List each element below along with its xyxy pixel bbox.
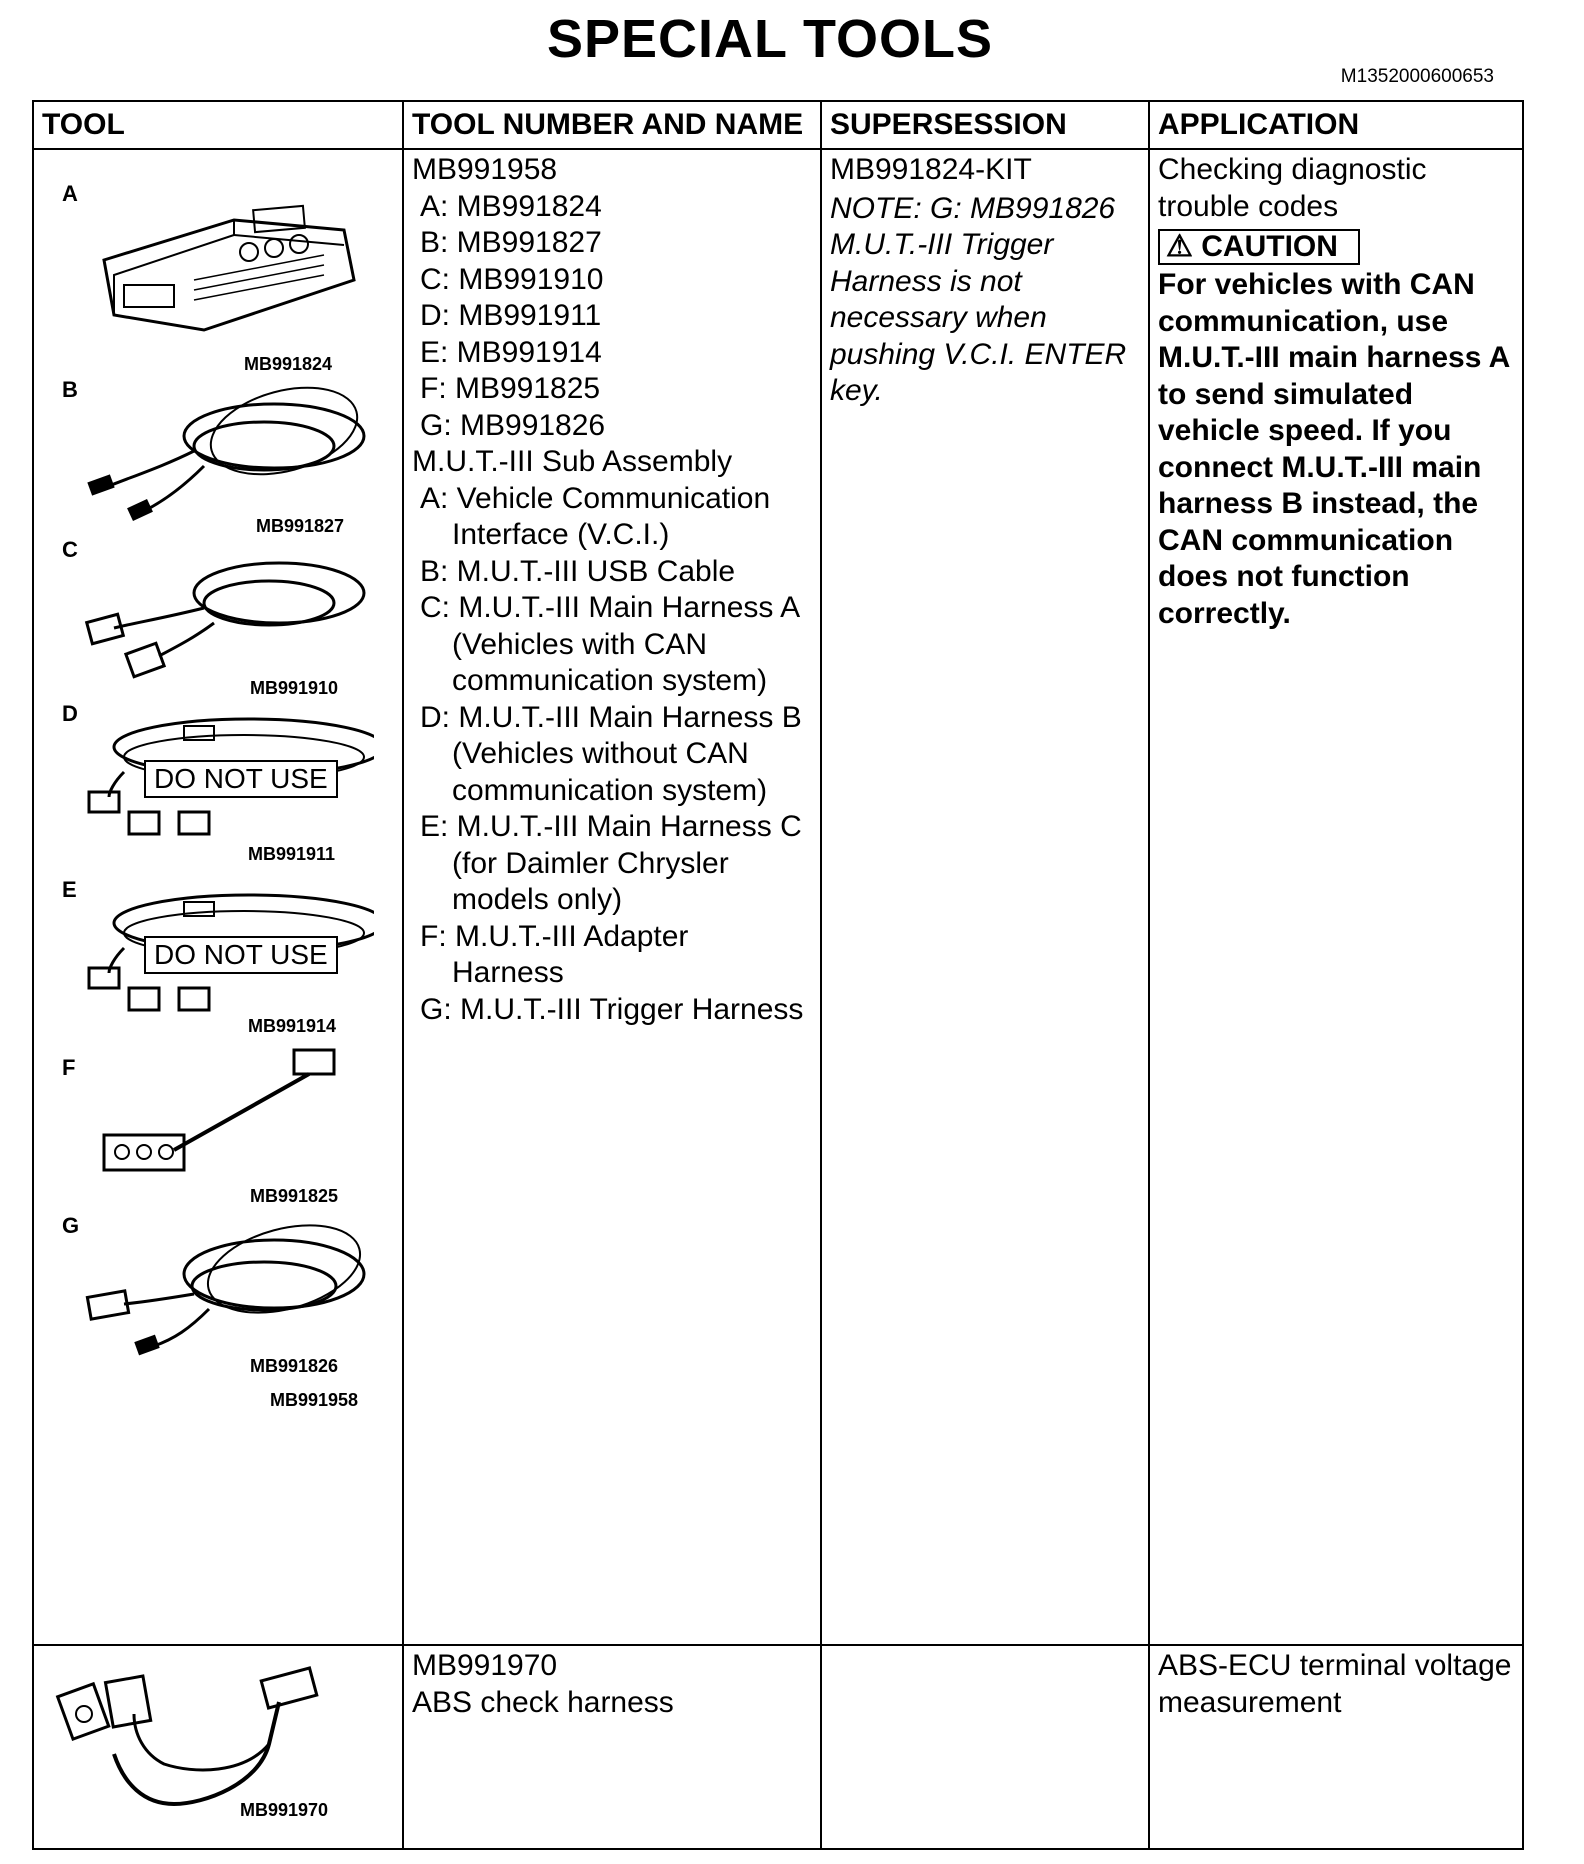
number-line: models only) (452, 883, 623, 916)
number-line: C: M.U.T.-III Main Harness A (420, 591, 801, 624)
special-tools-table (32, 100, 1524, 1850)
number-line: F: M.U.T.-III Adapter (420, 919, 689, 953)
application-cell (1149, 1645, 1523, 1849)
tool-illustrations-cell (33, 149, 403, 1645)
number-line: D: M.U.T.-III Main Harness B (420, 700, 802, 734)
tool-letter: G (62, 1213, 80, 1238)
tool-code: MB991827 (256, 516, 345, 536)
tool-number-and-name-cell (403, 149, 821, 1645)
number-line: E: M.U.T.-III Main Harness C (420, 810, 802, 843)
number-line: (Vehicles without CAN (452, 737, 749, 770)
table-row (33, 1645, 1523, 1849)
number-line: (Vehicles with CAN (452, 627, 708, 661)
tool-letter: E (62, 877, 77, 902)
usb-cable-illustration (84, 376, 374, 526)
supersession-value: MB991824-KIT (830, 153, 1032, 186)
number-line: B: MB991827 (420, 226, 602, 259)
tool-letter: A (62, 181, 78, 206)
caution-badge (1158, 229, 1360, 265)
number-line: A: Vehicle Communication (420, 481, 771, 515)
tool-code: MB991910 (250, 678, 339, 698)
tool-name: ABS check harness (412, 1685, 674, 1719)
tool-code: MB991825 (250, 1186, 339, 1206)
table-row (33, 149, 1523, 1645)
number-line: A: MB991824 (420, 189, 602, 223)
adapter-harness-illustration (94, 1040, 354, 1190)
caution-label: CAUTION (1201, 230, 1338, 263)
tool-code: MB991970 (240, 1800, 329, 1820)
tool-code: MB991824 (244, 354, 333, 374)
number-line: E: MB991914 (420, 335, 602, 369)
tool-set-code: MB991958 (270, 1390, 359, 1410)
tool-number: MB991970 (412, 1649, 558, 1682)
number-line: D: MB991911 (420, 299, 602, 332)
do-not-use-label: DO NOT USE (144, 760, 338, 798)
supersession-note: NOTE: G: MB991826 M.U.T.-III Trigger Harness is not necessary when pushing V.C.I. ENTER key. (830, 191, 1127, 407)
header-application: APPLICATION (1149, 101, 1523, 149)
tool-letter: C (62, 537, 78, 562)
tool-letter: B (62, 377, 78, 402)
number-line: Interface (V.C.I.) (452, 518, 670, 551)
number-line: M.U.T.-III Sub Assembly (412, 445, 733, 478)
number-line: MB991958 (412, 153, 558, 186)
header-tool-number-and-name: TOOL NUMBER AND NAME (403, 101, 821, 149)
tool-code: MB991914 (248, 1016, 337, 1036)
header-supersession: SUPERSESSION (821, 101, 1149, 149)
number-line: G: M.U.T.-III Trigger Harness (420, 992, 804, 1026)
number-line: communication system) (452, 773, 768, 807)
main-harness-a-illustration (84, 538, 374, 688)
number-line: C: MB991910 (420, 262, 604, 296)
do-not-use-label: DO NOT USE (144, 936, 338, 974)
vci-device-illustration (84, 190, 364, 340)
number-line: G: MB991826 (420, 408, 606, 442)
application-text: Checking diagnostic trouble codes (1158, 153, 1427, 223)
caution-text: For vehicles with CAN communication, use M.U.T.-III main harness A to send simulated vehicle speed. If you connect M.U.T.-III main harness B instead, the CAN communication does not function correctly. (1158, 268, 1510, 630)
page-title: SPECIAL TOOLS (546, 9, 994, 69)
number-line: B: M.U.T.-III USB Cable (420, 554, 736, 588)
warning-triangle-icon: ⚠ (1166, 230, 1193, 263)
tool-code: MB991911 (248, 844, 336, 864)
tool-letter: F (62, 1055, 76, 1080)
application-text: ABS-ECU terminal voltage measurement (1158, 1649, 1512, 1719)
document-id: M1352000600653 (1340, 66, 1494, 87)
tool-code: MB991826 (250, 1356, 339, 1376)
table-header-row (33, 101, 1523, 149)
supersession-cell (821, 149, 1149, 1645)
application-cell (1149, 149, 1523, 1645)
number-line: (for Daimler Chrysler (452, 846, 729, 880)
tool-letter: D (62, 701, 78, 726)
number-line: communication system) (452, 664, 768, 697)
trigger-harness-illustration (84, 1214, 374, 1364)
tool-number-and-name-cell (403, 1645, 821, 1849)
header-tool: TOOL (33, 101, 403, 149)
supersession-cell (821, 1645, 1149, 1849)
number-line: F: MB991825 (420, 372, 601, 405)
number-line: Harness (452, 956, 564, 989)
tool-illustrations-cell (33, 1645, 403, 1849)
